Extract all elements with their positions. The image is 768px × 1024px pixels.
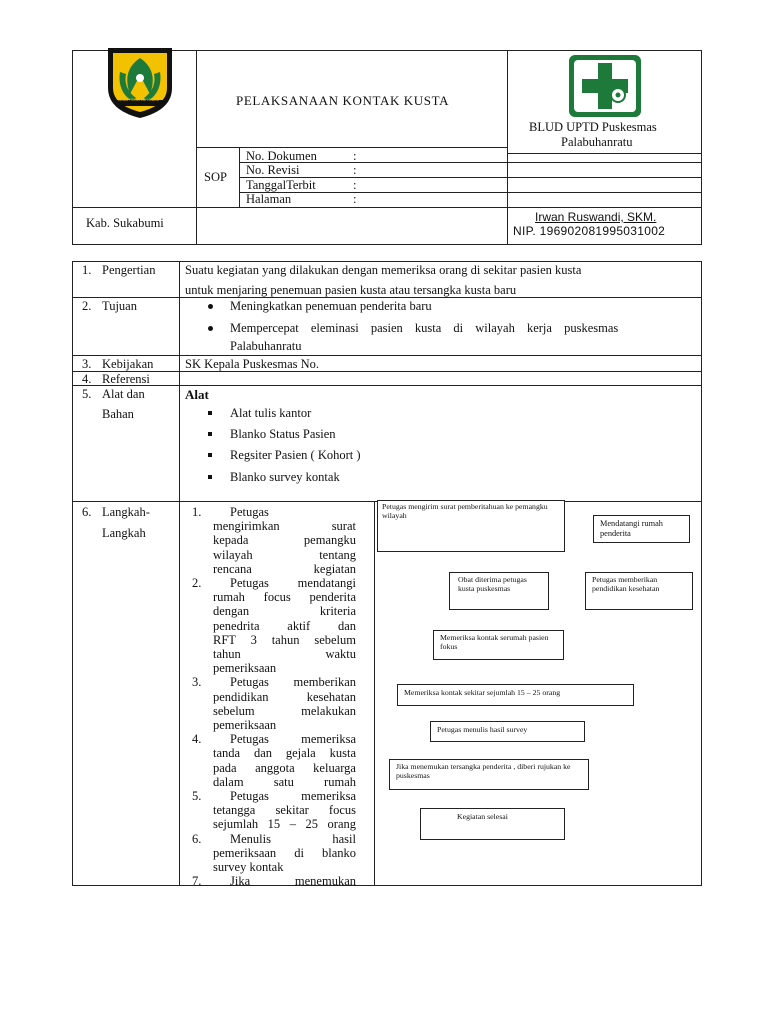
step-text-line: Petugas memeriksa	[230, 789, 356, 803]
row-number: 6.	[82, 505, 92, 519]
tujuan-item: Meningkatkan penemuan penderita baru	[230, 299, 432, 313]
step-text-line: pendidikan kesehatan	[213, 689, 356, 704]
row-label-langkah2: Langkah	[102, 526, 146, 540]
flow-box-selesai: Kegiatan selesai	[420, 808, 565, 840]
step-number: 3.	[192, 675, 202, 690]
row-number: 4.	[82, 372, 92, 386]
square-bullet-icon	[208, 453, 212, 457]
logo-motto: GEMAH RIPAH LOH JINAWI	[118, 98, 160, 102]
row-label-bahan: Bahan	[102, 407, 134, 421]
meta-label-dokumen: No. Dokumen	[246, 149, 317, 163]
square-bullet-icon	[208, 475, 212, 479]
step-text-line: pemeriksaan	[213, 661, 277, 676]
step-text-line: penedrita aktif dan	[213, 618, 356, 633]
step-text-line: dengan kriteria	[213, 604, 356, 619]
row-label-alat: Alat dan	[102, 387, 145, 401]
step-text-line: tahun waktu	[213, 647, 356, 661]
meta-label-terbit: TanggalTerbit	[246, 178, 316, 192]
flow-box-kontak-serumah: Memeriksa kontak serumah pasien fokus	[433, 630, 564, 660]
flow-box-mendatangi: Mendatangi rumah penderita	[593, 515, 690, 543]
signer-name: Irwan Ruswandi, SKM.	[535, 210, 657, 224]
logo-caption: KAB. SUKABUMI	[128, 49, 156, 53]
org-name-line1: BLUD UPTD Puskesmas	[529, 120, 657, 134]
alat-item: Alat tulis kantor	[230, 406, 312, 420]
flow-box-rujukan: Jika menemukan tersangka penderita , diberi rujukan ke puskesmas	[389, 759, 589, 790]
step-text-line: survey kontak	[213, 860, 284, 874]
alat-item: Regsiter Pasien ( Kohort )	[230, 448, 361, 462]
step-number: 2.	[192, 576, 202, 590]
step-number: 1.	[192, 505, 202, 519]
row-number: 1.	[82, 263, 92, 277]
meta-colon: :	[353, 192, 357, 206]
step-number: 6.	[192, 831, 202, 846]
step-text-line: Petugas memeriksa	[230, 732, 356, 747]
step-number: 4.	[192, 732, 202, 747]
row-label-tujuan: Tujuan	[102, 299, 137, 313]
flow-box-pendidikan: Petugas memberikan pendidikan kesehatan	[585, 572, 693, 610]
pengertian-line: Suatu kegiatan yang dilakukan dengan memeriksa orang di sekitar pasien kusta	[185, 263, 582, 277]
meta-label-revisi: No. Revisi	[246, 163, 300, 177]
step-text-line: pemeriksaan di blanko	[213, 845, 356, 860]
step-text-line: wilayah tentang	[213, 547, 356, 562]
step-text-line: RFT 3 tahun sebelum	[213, 632, 356, 647]
row-label-langkah: Langkah-	[102, 505, 150, 519]
meta-colon: :	[353, 178, 357, 192]
document-title: PELAKSANAAN KONTAK KUSTA	[236, 93, 450, 108]
step-text-line: Petugas mendatangi	[230, 576, 356, 590]
row-label-referensi: Referensi	[102, 372, 150, 386]
step-number: 5.	[192, 789, 202, 803]
alat-heading: Alat	[185, 387, 209, 402]
step-text-line: tanda dan gejala kusta	[213, 746, 356, 761]
row-number: 3.	[82, 357, 92, 371]
flow-box-kirim-surat: Petugas mengirim surat pemberitahuan ke pemangku wilayah	[377, 500, 565, 552]
step-text-line: pemeriksaan	[213, 718, 277, 732]
step-text-line: Jika menemukan	[230, 874, 356, 889]
flow-box-menulis-hasil: Petugas menulis hasil survey	[430, 721, 585, 742]
step-text-line: mengirimkan surat	[213, 519, 356, 534]
flow-box-kontak-sekitar: Memeriksa kontak sekitar sejumlah 15 – 25 orang	[397, 684, 634, 706]
step-text-line: kepada pemangku	[213, 533, 356, 548]
square-bullet-icon	[208, 411, 212, 415]
bullet-icon	[208, 326, 213, 331]
step-text-line: Menulis hasil	[230, 831, 356, 846]
row-label-pengertian: Pengertian	[102, 263, 156, 277]
step-text-line: Petugas memberikan	[230, 675, 356, 690]
row-number: 2.	[82, 299, 92, 313]
meta-colon: :	[353, 163, 357, 177]
bullet-icon	[208, 304, 213, 309]
step-number: 7.	[192, 874, 202, 889]
step-text-line: sejumlah 15 – 25 orang	[213, 817, 356, 832]
step-text-line: tetangga sekitar focus	[213, 803, 356, 818]
org-name-line2: Palabuhanratu	[561, 135, 633, 149]
tujuan-item: Mempercepat eleminasi pasien kusta di wilayah kerja puskesmas	[230, 321, 619, 335]
alat-item: Blanko Status Pasien	[230, 427, 336, 441]
meta-colon: :	[353, 149, 357, 163]
sop-label: SOP	[204, 170, 227, 184]
step-text-line: sebelum melakukan	[213, 703, 356, 718]
row-number: 5.	[82, 387, 92, 401]
step-text-line: dalam satu rumah	[213, 774, 356, 789]
flow-box-obat-diterima: Obat diterima petugas kusta puskesmas	[449, 572, 549, 610]
puskesmas-logo	[567, 53, 643, 119]
row-label-kebijakan: Kebijakan	[102, 357, 154, 371]
step-text-line: rencana kegiatan	[213, 561, 356, 576]
square-bullet-icon	[208, 432, 212, 436]
step-text-line: pada anggota keluarga	[213, 760, 356, 775]
step-text-line: Petugas	[230, 505, 269, 519]
region-label: Kab. Sukabumi	[86, 216, 164, 230]
meta-label-halaman: Halaman	[246, 192, 292, 206]
kebijakan-value: SK Kepala Puskesmas No.	[185, 357, 320, 371]
kabupaten-logo	[104, 44, 176, 120]
pengertian-line: untuk menjaring penemuan pasien kusta atau tersangka kusta baru	[185, 283, 517, 297]
tujuan-item-cont: Palabuhanratu	[230, 339, 302, 353]
alat-item: Blanko survey kontak	[230, 470, 340, 484]
signer-nip: NIP. 196902081995031002	[513, 224, 666, 238]
step-text-line: rumah focus penderita	[213, 590, 356, 605]
